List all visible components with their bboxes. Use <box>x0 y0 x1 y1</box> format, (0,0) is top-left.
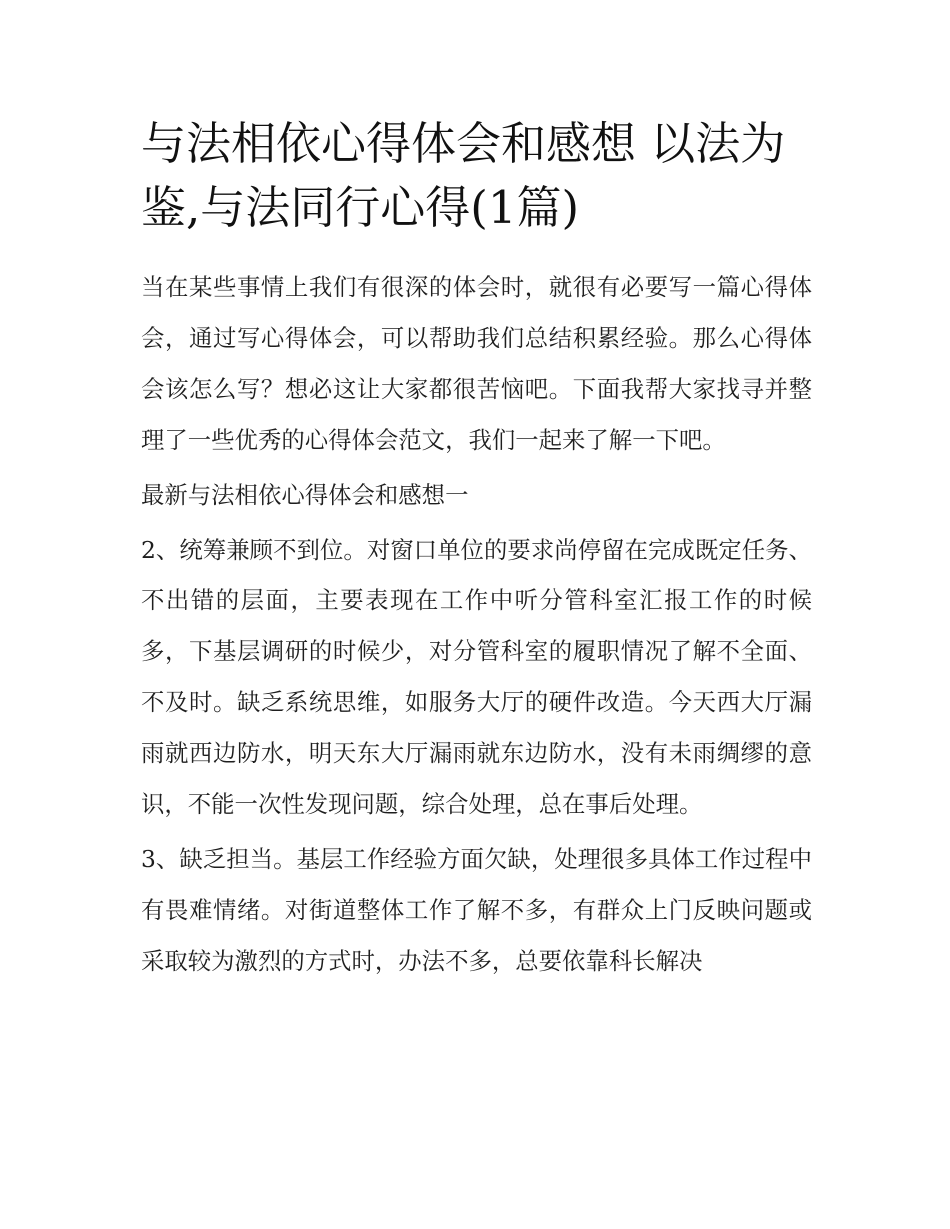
intro-paragraph: 当在某些事情上我们有很深的体会时，就很有必要写一篇心得体会，通过写心得体会，可以帮助我们总结积累经验。那么心得体会该怎么写？想必这让大家都很苦恼吧。下面我帮大家找寻并整理了一些优秀的心得体会范文，我们一起来了解一下吧。 <box>141 273 812 454</box>
body-paragraph-3: 3、缺乏担当。基层工作经验方面欠缺，处理很多具体工作过程中有畏难情绪。对街道整体工作了解不多，有群众上门反映问题或采取较为激烈的方式时，办法不多，总要依靠科长解决 <box>141 844 812 975</box>
body-paragraph-2: 2、统筹兼顾不到位。对窗口单位的要求尚停留在完成既定任务、不出错的层面，主要表现在工作中听分管科室汇报工作的时候多，下基层调研的时候少，对分管科室的履职情况了解不全面、不及时。缺乏系统思维，如服务大厅的硬件改造。今天西大厅漏雨就西边防水，明天东大厅漏雨就东边防水，没有未雨绸缪的意识，不能一次性发现问题，综合处理，总在事后处理。 <box>141 535 812 819</box>
section-heading: 最新与法相依心得体会和感想一 <box>141 480 469 509</box>
document-title: 与法相依心得体会和感想 以法为鉴,与法同行心得(1篇) <box>141 117 786 234</box>
